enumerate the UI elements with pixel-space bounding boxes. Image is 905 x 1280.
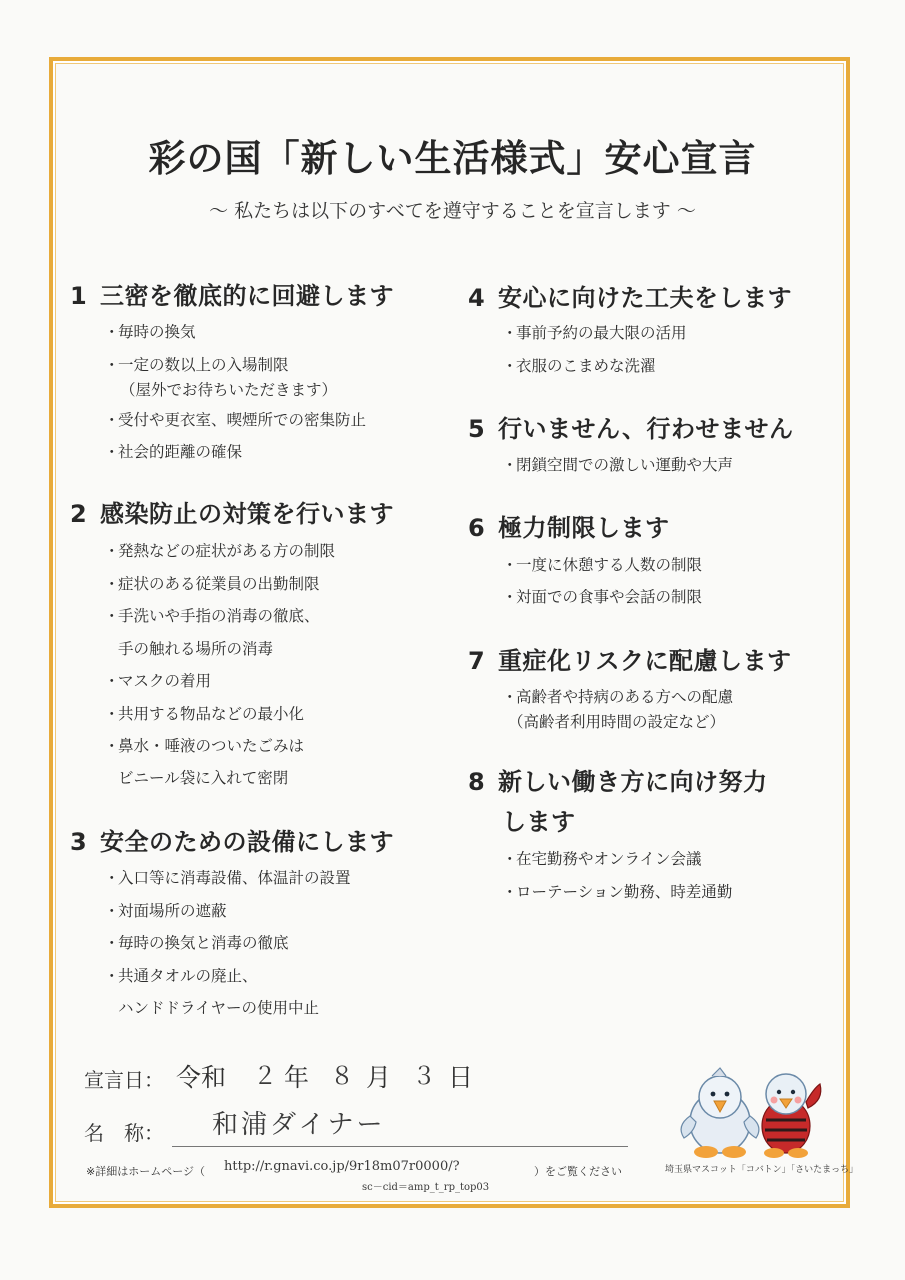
name-label: 名 称： — [84, 1121, 164, 1145]
list-item: ・マスクの着用 — [104, 672, 212, 690]
footnote-suffix: ）をご覧ください — [534, 1165, 622, 1178]
list-item-continuation: 手の触れる場所の消毒 — [118, 640, 274, 658]
kobaton-mascot — [681, 1068, 759, 1158]
year-value: ２ — [253, 1062, 277, 1090]
list-item: ・高齢者や持病のある方への配慮 — [502, 688, 734, 706]
section-heading: 4 安心に向けた工夫をします — [468, 284, 792, 312]
list-item: ・対面場所の遮蔽 — [104, 902, 227, 920]
list-item: ・在宅勤務やオンライン会議 — [502, 850, 702, 868]
month-unit: 月 — [366, 1063, 392, 1092]
mascot-illustration — [668, 1064, 838, 1160]
section-heading: 8 新しい働き方に向け努力 — [468, 768, 768, 796]
mascot-caption: 埼玉県マスコット「コバトン」「さいたまっち」 — [665, 1165, 859, 1175]
month-value: ８ — [330, 1062, 354, 1090]
list-item-continuation: （屋外でお待ちいただきます） — [120, 381, 338, 399]
list-item: ・手洗いや手指の消毒の徹底、 — [104, 607, 320, 625]
year-unit: 年 — [284, 1063, 310, 1092]
footnote-prefix: ※詳細はホームページ（ — [86, 1165, 205, 1178]
business-name: 和浦ダイナー — [212, 1110, 386, 1140]
name-underline — [172, 1146, 628, 1147]
footnote-url: http://r.gnavi.co.jp/9r18m07r0000/? — [224, 1159, 460, 1174]
era-label: 令和 — [176, 1063, 227, 1092]
list-item-continuation: ビニール袋に入れて密閉 — [118, 769, 289, 787]
list-item: ・一度に休憩する人数の制限 — [502, 556, 703, 574]
list-item: ・閉鎖空間での激しい運動や大声 — [502, 456, 734, 474]
list-item-continuation: （高齢者利用時間の設定など） — [508, 713, 726, 731]
list-item: ・社会的距離の確保 — [104, 443, 243, 461]
section-heading: 2 感染防止の対策を行います — [70, 500, 394, 528]
list-item: ・ローテーション勤務、時差通勤 — [502, 883, 733, 901]
list-item: ・毎時の換気と消毒の徹底 — [104, 934, 289, 952]
list-item: ・一定の数以上の入場制限 — [104, 356, 289, 374]
list-item: ・入口等に消毒設備、体温計の設置 — [104, 869, 351, 887]
day-unit: 日 — [448, 1063, 474, 1092]
day-value: ３ — [412, 1062, 436, 1090]
page-subtitle: ～ 私たちは以下のすべてを遵守することを宣言します ～ — [209, 200, 696, 222]
list-item: ・発熱などの症状がある方の制限 — [104, 542, 336, 560]
list-item: ・症状のある従業員の出勤制限 — [104, 575, 320, 593]
list-item-continuation: ハンドドライヤーの使用中止 — [118, 999, 320, 1017]
section-heading-continuation: します — [502, 808, 576, 836]
list-item: ・鼻水・唾液のついたごみは — [104, 737, 305, 755]
declaration-date-label: 宣言日： — [84, 1068, 164, 1092]
orange-border-frame — [49, 57, 850, 1208]
list-item: ・共用する物品などの最小化 — [104, 705, 305, 723]
section-heading: 6 極力制限します — [468, 514, 670, 542]
saitamacchi-mascot — [762, 1074, 821, 1158]
list-item: ・受付や更衣室、喫煙所での密集防止 — [104, 411, 367, 429]
list-item: ・共通タオルの廃止、 — [104, 967, 258, 985]
section-heading: 3 安全のための設備にします — [70, 828, 394, 856]
list-item: ・対面での食事や会話の制限 — [502, 588, 703, 606]
section-heading: 7 重症化リスクに配慮します — [468, 647, 792, 675]
section-heading: 1 三密を徹底的に回避します — [70, 282, 394, 310]
list-item: ・衣服のこまめな洗濯 — [502, 357, 656, 375]
list-item: ・毎時の換気 — [104, 323, 196, 341]
footnote-url-line2: sc－cid＝amp_t_rp_top03 — [362, 1182, 490, 1193]
page-title: 彩の国「新しい生活様式」安心宣言 — [148, 137, 757, 180]
list-item: ・事前予約の最大限の活用 — [502, 324, 687, 342]
section-heading: 5 行いません、行わせません — [468, 415, 794, 443]
